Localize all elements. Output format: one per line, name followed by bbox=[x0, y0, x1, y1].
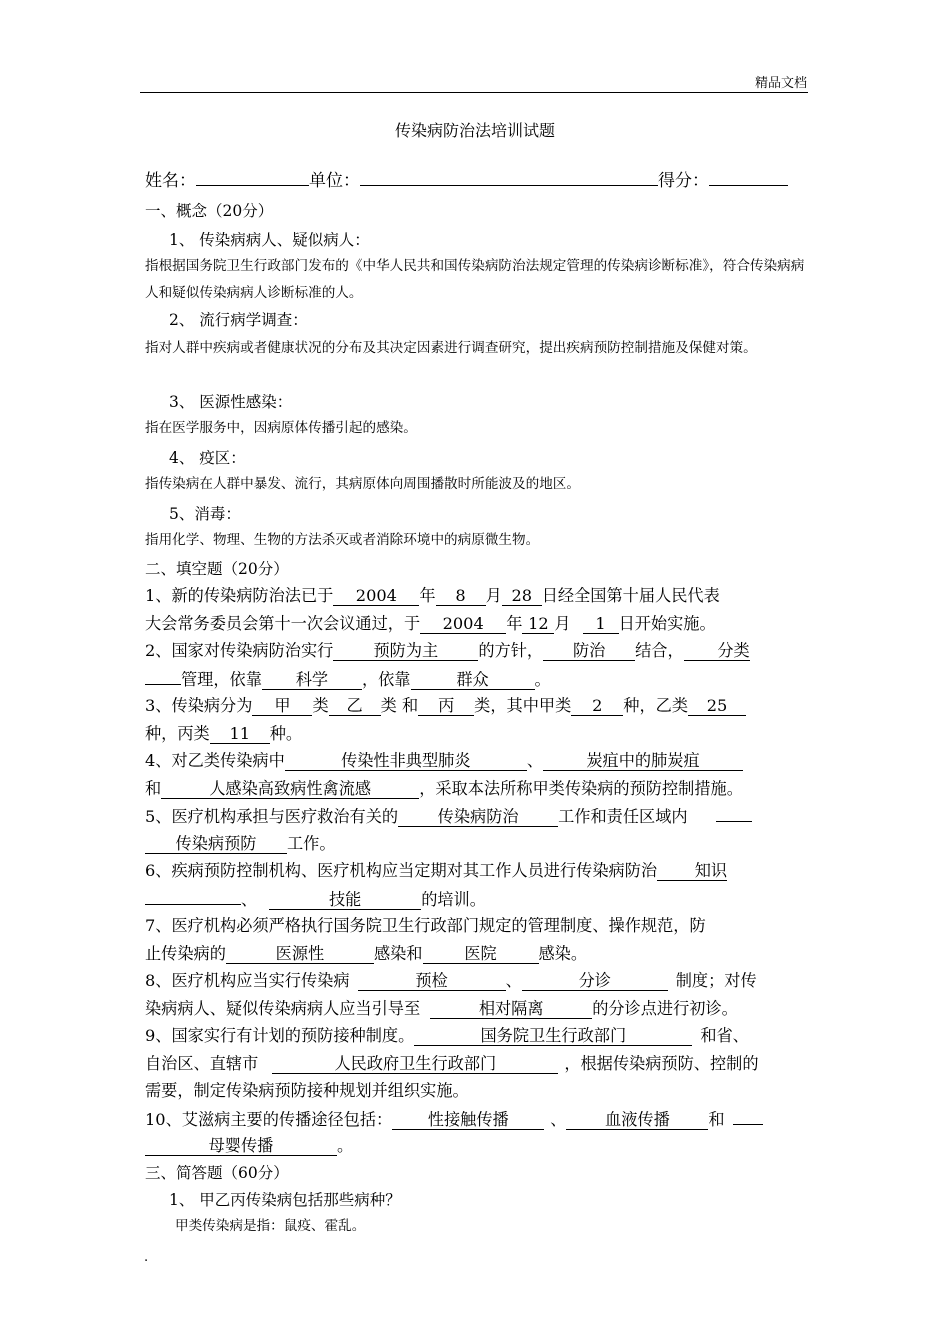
fill-q10-line2 bbox=[145, 1132, 808, 1160]
q4-text: 4、对乙类传染病中 bbox=[145, 751, 285, 770]
q3-answer-2: 乙 bbox=[329, 696, 381, 716]
q8-text: 8、医疗机构应当实行传染病 bbox=[145, 971, 350, 990]
fill-q4-line2 bbox=[145, 775, 808, 803]
document-body bbox=[145, 166, 808, 1239]
q4-answer-1: 传染性非典型肺炎 bbox=[285, 751, 527, 771]
fill-q8-line1 bbox=[145, 967, 808, 995]
q1-answer-year: 2004 bbox=[333, 586, 419, 606]
q1-text: 年 bbox=[506, 613, 523, 633]
fill-q2-line1 bbox=[145, 637, 808, 665]
q3-text: 种。 bbox=[269, 723, 303, 743]
q9-text: 需要，制定传染病预防接种规划并组织实施。 bbox=[145, 1081, 469, 1100]
fill-q7-line1 bbox=[145, 912, 808, 940]
q3-text: 种，丙类 bbox=[145, 723, 210, 743]
section2-heading: 二、填空题（20分） bbox=[145, 560, 289, 578]
q7-answer-1: 医源性 bbox=[226, 944, 374, 964]
q3-text: 类 和 bbox=[380, 696, 419, 715]
q8-text: 制度；对传 bbox=[675, 971, 757, 990]
q9-answer-2: 人民政府卫生行政部门 bbox=[272, 1054, 558, 1074]
fill-q7-line2 bbox=[145, 940, 808, 968]
q2-blank-cont bbox=[145, 665, 181, 685]
fill-q6-line2 bbox=[145, 885, 808, 913]
q5-text: 工作。 bbox=[287, 833, 336, 853]
q3-answer-6: 11 bbox=[210, 724, 270, 744]
fill-q3-line2 bbox=[145, 720, 808, 748]
q6-answer-1: 知识 bbox=[657, 861, 727, 881]
fill-q10-line1 bbox=[145, 1105, 808, 1133]
q2-answer-2: 防治 bbox=[543, 641, 635, 661]
q10-text: 。 bbox=[337, 1136, 354, 1155]
q2-text: 2、国家对传染病防治实行 bbox=[145, 641, 334, 660]
concept-4-label: 4、 疫区： bbox=[169, 449, 246, 467]
q4-answer-3: 人感染高致病性禽流感 bbox=[161, 779, 419, 799]
concept-2-definition: 指对人群中疾病或者健康状况的分布及其决定因素进行调查研究，提出疾病预防控制措施及保健对策。 bbox=[145, 340, 757, 356]
q1-answer-month2: 12 bbox=[522, 614, 554, 634]
q3-answer-4: 2 bbox=[571, 696, 623, 716]
short-q1-label: 1、 甲乙丙传染病包括那些病种？ bbox=[169, 1191, 401, 1209]
section3-heading: 三、简答题（60分） bbox=[145, 1163, 289, 1182]
q8-answer-3: 相对隔离 bbox=[430, 999, 592, 1019]
concept-3-label: 3、 医源性感染： bbox=[169, 393, 293, 411]
fill-q9-line2 bbox=[145, 1050, 808, 1078]
fill-q6-line1 bbox=[145, 857, 808, 885]
q2-text: ，依靠 bbox=[361, 669, 411, 689]
header-note: 精品文档 bbox=[754, 76, 807, 91]
section1-heading: 一、概念（20分） bbox=[145, 202, 274, 220]
q4-text: 、 bbox=[526, 751, 543, 770]
q3-text: 3、传染病分为 bbox=[145, 696, 253, 715]
fill-q2-line2 bbox=[145, 665, 808, 693]
fill-q3-line1 bbox=[145, 692, 808, 720]
q4-text: 和 bbox=[145, 778, 162, 798]
q3-answer-3: 丙 bbox=[418, 696, 474, 716]
concept-2-label: 2、 流行病学调查： bbox=[169, 311, 308, 329]
concept-1-label: 1、 传染病病人、疑似病人： bbox=[169, 231, 370, 249]
q1-text: 日开始实施。 bbox=[618, 613, 716, 633]
q10-text: 10、艾滋病主要的传播途径包括： bbox=[145, 1109, 393, 1129]
q7-text: 止传染病的 bbox=[145, 943, 226, 963]
score-label: 得分： bbox=[658, 171, 709, 191]
q2-text: 。 bbox=[534, 669, 551, 689]
fill-q9-line1 bbox=[145, 1022, 808, 1050]
fill-q5-line2 bbox=[145, 830, 808, 858]
q3-text: 种，乙类 bbox=[623, 696, 689, 715]
q8-text: 的分诊点进行初诊。 bbox=[592, 998, 738, 1018]
q8-text: 、 bbox=[505, 971, 522, 990]
q10-answer-2: 血液传播 bbox=[566, 1110, 708, 1130]
fill-q5-line1 bbox=[145, 802, 808, 830]
q6-text: 、 bbox=[241, 889, 258, 909]
concept-3-definition: 指在医学服务中，因病原体传播引起的感染。 bbox=[145, 420, 417, 436]
q3-text: 类，其中甲类 bbox=[474, 696, 572, 715]
q3-answer-5: 25 bbox=[688, 696, 746, 716]
q2-text: 管理，依靠 bbox=[181, 669, 262, 689]
q5-answer-1: 传染病防治 bbox=[398, 807, 558, 827]
unit-label: 单位： bbox=[309, 171, 360, 191]
q1-text: 月 bbox=[554, 613, 571, 633]
q4-answer-2: 炭疽中的肺炭疽 bbox=[543, 751, 743, 771]
q3-text: 类 bbox=[312, 696, 329, 715]
q9-text: 9、国家实行有计划的预防接种制度。 bbox=[145, 1026, 415, 1045]
fill-q9-line3 bbox=[145, 1077, 808, 1105]
q8-answer-1: 预检 bbox=[358, 971, 506, 991]
q10-blank-cont bbox=[733, 1105, 763, 1125]
fill-q1-line1 bbox=[145, 582, 808, 610]
document-title: 传染病防治法培训试题 bbox=[394, 121, 555, 140]
q10-text: 和 bbox=[708, 1109, 725, 1129]
q10-text: 、 bbox=[550, 1109, 567, 1129]
q2-answer-3: 分类 bbox=[684, 641, 750, 661]
q1-text: 大会常务委员会第十一次会议通过，于 bbox=[145, 613, 421, 633]
q8-text: 染病病人、疑似传染病病人应当引导至 bbox=[145, 998, 421, 1018]
q6-answer-2: 技能 bbox=[269, 890, 421, 910]
q10-answer-3: 母婴传播 bbox=[145, 1136, 337, 1156]
q9-answer-1: 国务院卫生行政部门 bbox=[414, 1026, 692, 1046]
q1-answer-year2: 2004 bbox=[420, 614, 506, 634]
q7-text: 感染。 bbox=[538, 943, 588, 963]
q9-text: 和省、 bbox=[700, 1026, 749, 1045]
q1-text: 1、新的传染病防治法已于 bbox=[145, 586, 334, 605]
q1-answer-month: 8 bbox=[436, 586, 486, 606]
q3-answer-1: 甲 bbox=[252, 696, 312, 716]
fill-q4-line1 bbox=[145, 747, 808, 775]
q2-answer-4: 科学 bbox=[262, 670, 362, 690]
short-q1-answer: 甲类传染病是指：鼠疫、霍乱。 bbox=[175, 1218, 366, 1234]
q7-text: 7、医疗机构必须严格执行国务院卫生行政部门规定的管理制度、操作规范，防 bbox=[145, 916, 706, 935]
q6-text: 6、疾病预防控制机构、医疗机构应当定期对其工作人员进行传染病防治 bbox=[145, 861, 658, 880]
q1-text: 月 bbox=[485, 586, 502, 605]
concept-4-definition: 指传染病在人群中暴发、流行，其病原体向周围播散时所能波及的地区。 bbox=[145, 476, 580, 492]
fill-q1-line2 bbox=[145, 610, 808, 638]
footer-dot: . bbox=[144, 1250, 149, 1265]
info-line bbox=[145, 166, 808, 200]
q7-text: 感染和 bbox=[373, 943, 423, 963]
q5-blank-cont bbox=[716, 802, 752, 822]
fill-q8-line2 bbox=[145, 995, 808, 1023]
q8-answer-2: 分诊 bbox=[522, 971, 668, 991]
q9-text: 自治区、直辖市 bbox=[145, 1053, 259, 1073]
q2-text: 结合， bbox=[635, 641, 684, 660]
q1-answer-day2: 1 bbox=[583, 614, 619, 634]
concept-5-definition: 指用化学、物理、生物的方法杀灭或者消除环境中的病原微生物。 bbox=[145, 532, 540, 548]
q9-text: ，根据传染病预防、控制的 bbox=[564, 1053, 759, 1073]
score-field[interactable] bbox=[709, 166, 788, 186]
q6-text: 的培训。 bbox=[421, 889, 486, 909]
q2-answer-5: 群众 bbox=[411, 670, 535, 690]
q1-answer-day: 28 bbox=[502, 586, 542, 606]
q10-answer-1: 性接触传播 bbox=[392, 1110, 544, 1130]
q1-text: 日经全国第十届人民代表 bbox=[541, 586, 720, 605]
q2-text: 的方针， bbox=[478, 641, 544, 660]
q2-answer-1: 预防为主 bbox=[333, 641, 478, 661]
name-field[interactable] bbox=[196, 166, 309, 186]
q6-blank-cont bbox=[145, 885, 241, 905]
concept-5-label: 5、消毒： bbox=[169, 505, 241, 523]
name-label: 姓名： bbox=[145, 171, 196, 191]
q4-text: ，采取本法所称甲类传染病的预防控制措施。 bbox=[419, 778, 743, 798]
q5-text: 工作和责任区域内 bbox=[558, 807, 688, 826]
q1-text: 年 bbox=[419, 586, 436, 605]
concept-1-definition: 指根据国务院卫生行政部门发布的《中华人民共和国传染病防治法规定管理的传染病诊断标准》，符合传染病病人和疑似传染病病人诊断标准的人。 bbox=[145, 258, 805, 301]
q7-answer-2: 医院 bbox=[423, 944, 539, 964]
header-rule bbox=[140, 92, 808, 93]
q5-answer-2: 传染病预防 bbox=[145, 834, 287, 854]
unit-field[interactable] bbox=[360, 166, 658, 186]
q5-text: 5、医疗机构承担与医疗救治有关的 bbox=[145, 807, 399, 826]
